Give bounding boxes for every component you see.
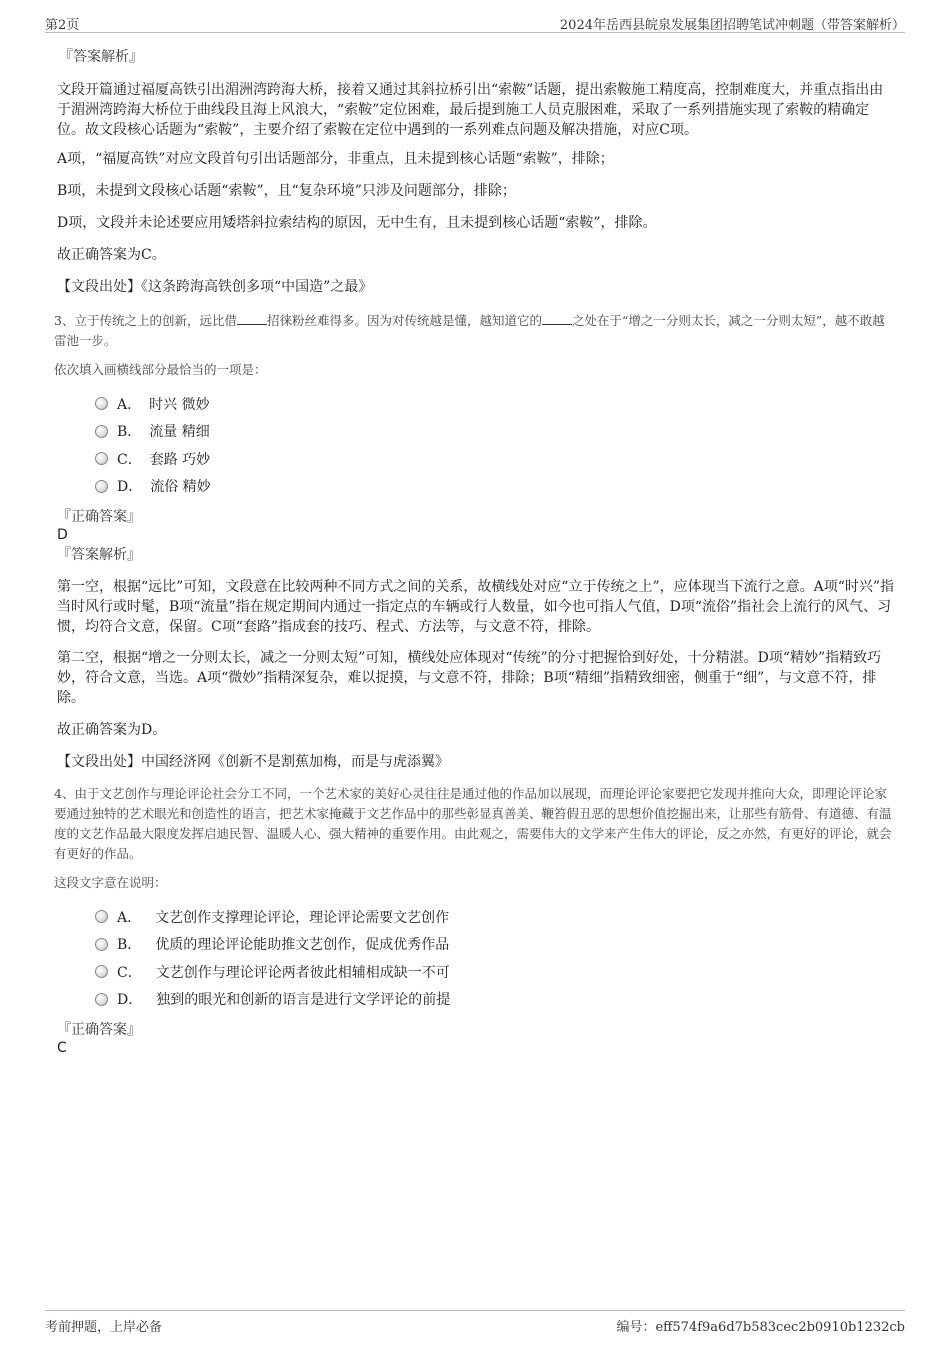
q4-option-a[interactable] (95, 903, 895, 931)
option-letter: C． (117, 964, 142, 981)
radio-button-icon[interactable] (95, 965, 108, 978)
radio-button-icon[interactable] (95, 425, 108, 438)
page-content (54, 47, 895, 1057)
radio-button-icon[interactable] (95, 397, 108, 410)
option-text: 套路 巧妙 (149, 451, 211, 468)
document-title: 2024年岳西县皖泉发展集团招聘笔试冲刺题（带答案解析） (559, 18, 905, 33)
option-text: 流量 精细 (149, 424, 210, 441)
option-text: 文艺创作支撑理论评论，理论评论需要文艺创作 (155, 909, 450, 926)
q2-source: 【文段出处】《这条跨海高铁创多项“中国造”之最》 (57, 279, 373, 295)
page-footer (45, 1310, 905, 1337)
q2-analysis-heading: 『答案解析』 (59, 49, 143, 65)
page-header (45, 14, 905, 33)
q3-stem (54, 311, 895, 351)
q3-option-d[interactable] (95, 473, 895, 501)
q3-stem-part-2: 招徕粉丝难得多。因为对传统越是懂，越知道它的 (266, 313, 542, 328)
q3-analysis-p2: 第二空，根据“增之一分则太长，减之一分则太短”可知，横线处应体现对“传统”的分寸把握恰到好处，十分精湛。D项“精妙”指精致巧妙，符合文意，当选。A项“微妙”指精深复杂，难以捉摸，与文意不符，排除；B项“精细”指精致细密，侧重于“细”，与文意不符，排除。 (57, 650, 882, 706)
q4-stem: 4、由于文艺创作与理论评论社会分工不同，一个艺术家的美好心灵往往是通过他的作品加以展现，而理论评论家要把它发现并推向大众，即理论评论家要通过独特的艺术眼光和创造性的语言，把艺术家掩藏于文艺作品中的那些彰显真善美、鞭笞假丑恶的思想价值挖掘出来，让那些有筋骨、有道德、有温度的文艺作品最大限度发挥启迪民智、温暖人心、强大精神的重要作用。由此观之，需要伟大的文学来产生伟大的评论，反之亦然，有更好的评论，就会有更好的作品。 (54, 786, 892, 861)
radio-button-icon[interactable] (95, 993, 108, 1006)
q2-analysis-p1: 文段开篇通过福厦高铁引出湄洲湾跨海大桥，接着又通过其斜拉桥引出“索鞍”话题，提出索鞍施工精度高，控制难度大，并重点指出由于湄洲湾跨海大桥位于曲线段且海上风浪大，“索鞍”定位困难，最后提到施工人员克服困难，采取了一系列措施实现了索鞍的精确定位。故文段核心话题为“索鞍”，主要介绍了索鞍在定位中遇到的一系列难点问题及解决措施，对应C项。 (57, 82, 884, 138)
option-text: 独到的眼光和创新的语言是进行文学评论的前提 (156, 992, 451, 1009)
q4-answer: C (57, 1040, 67, 1056)
q2-analysis-b: B项，未提到文段核心话题“索鞍”，且“复杂环境”只涉及问题部分，排除； (57, 183, 516, 199)
page-number: 第2页 (45, 18, 80, 33)
q4-correct-heading: 『正确答案』 (57, 1022, 141, 1038)
option-letter: B． (117, 937, 142, 954)
q3-stem-part-3: 之处在于“增之一分则太长，减之一分则太短”，越不敢越雷池一步。 (54, 313, 885, 348)
q4-option-c[interactable] (95, 958, 895, 986)
option-letter: C． (117, 451, 142, 468)
option-text: 流俗 精妙 (150, 479, 211, 496)
q3-source: 【文段出处】中国经济网《创新不是割蕉加梅，而是与虎添翼》 (57, 754, 449, 770)
option-letter: D． (117, 479, 143, 496)
radio-button-icon[interactable] (95, 480, 108, 493)
q3-stem-part-1: 3、立于传统之上的创新，远比借 (54, 313, 237, 328)
radio-button-icon[interactable] (95, 452, 108, 465)
q3-options (57, 390, 895, 500)
q3-instruction: 依次填入画横线部分最恰当的一项是： (54, 362, 267, 377)
q3-correct-heading: 『正确答案』 (57, 509, 141, 525)
q4-option-b[interactable] (95, 931, 895, 959)
radio-button-icon[interactable] (95, 938, 108, 951)
q2-conclusion: 故正确答案为C。 (57, 247, 166, 263)
q3-conclusion: 故正确答案为D。 (57, 722, 167, 738)
q4-instruction: 这段文字意在说明： (54, 875, 167, 890)
option-text: 时兴 微妙 (149, 396, 210, 413)
option-text: 文艺创作与理论评论两者彼此相辅相成缺一不可 (155, 964, 450, 981)
option-letter: D． (117, 992, 143, 1009)
q3-option-a[interactable] (95, 390, 895, 418)
option-letter: A． (117, 909, 142, 926)
footer-slogan: 考前押题，上岸必备 (45, 1320, 163, 1335)
q3-answer: D (57, 527, 68, 543)
option-letter: B． (117, 424, 142, 441)
q3-option-c[interactable] (95, 445, 895, 473)
radio-button-icon[interactable] (95, 910, 108, 923)
option-text: 优质的理论评论能助推文艺创作，促成优秀作品 (155, 937, 450, 954)
q4-option-d[interactable] (95, 986, 895, 1014)
document-id: 编号：eff574f9a6d7b583cec2b0910b1232cb (616, 1320, 905, 1335)
q3-blank-2 (542, 312, 572, 325)
q3-analysis-p1: 第一空，根据“远比”可知，文段意在比较两种不同方式之间的关系，故横线处对应“立于传统之上”，应体现当下流行之意。A项“时兴”指当时风行或时髦，B项“流量”指在规定期间内通过一指定点的车辆或行人数量，如今也可指人气值，D项“流俗”指社会上流行的风气、习惯，均符合文意，保留。C项“套路”指成套的技巧、程式、方法等，与文意不符，排除。 (57, 579, 895, 635)
q4-options (57, 903, 895, 1013)
q2-analysis-d: D项，文段并未论述要应用矮塔斜拉索结构的原因，无中生有，且未提到核心话题“索鞍”，排除。 (57, 215, 657, 231)
q2-analysis-a: A项，“福厦高铁”对应文段首句引出话题部分，非重点，且未提到核心话题“索鞍”，排除； (57, 151, 614, 167)
q3-blank-1 (237, 312, 267, 325)
q3-analysis-heading: 『答案解析』 (57, 547, 141, 563)
option-letter: A． (117, 396, 142, 413)
q3-option-b[interactable] (95, 418, 895, 446)
